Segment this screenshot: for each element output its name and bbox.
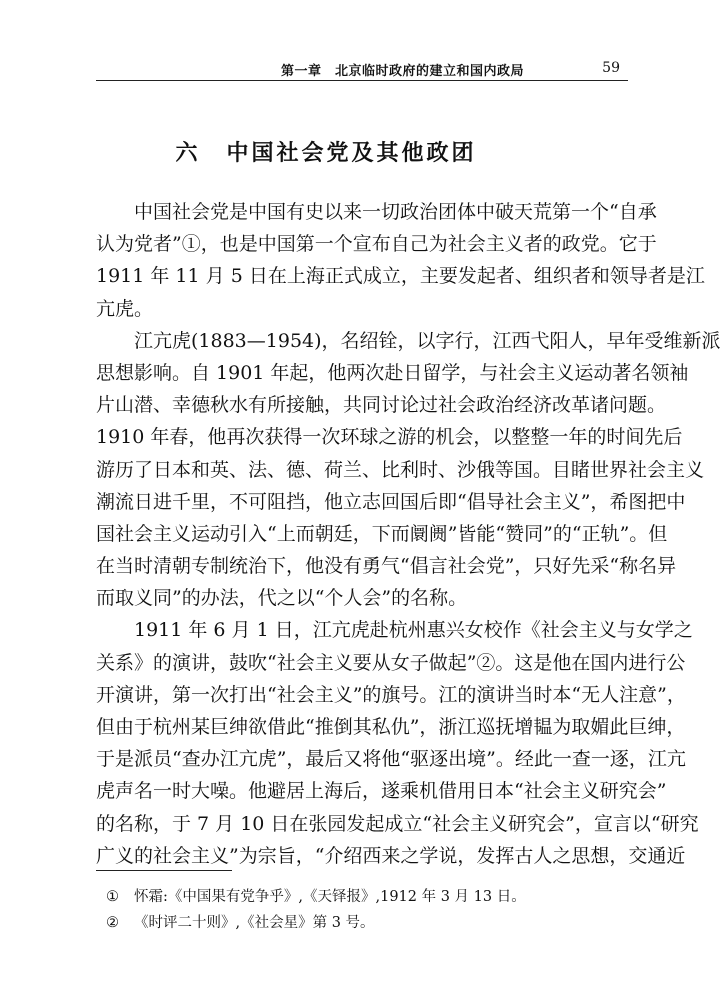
footnote-text: 怀霜:《中国果有党争乎》,《天铎报》,1912 年 3 月 13 日。	[134, 889, 526, 905]
footnote-text: 《时评二十则》,《社会星》第 3 号。	[134, 915, 375, 931]
text-line: 亢虎。	[96, 297, 154, 320]
footnote	[106, 884, 626, 910]
text-line: 虎声名一时大噪。他避居上海后，遂乘机借用日本“社会主义研究会”	[96, 780, 667, 803]
text-line: 潮流日进千里，不可阻挡，他立志回国后即“倡导社会主义”，希图把中	[96, 490, 686, 513]
text-line: 1911 年 11 月 5 日在上海正式成立，主要发起者、组织者和领导者是江	[96, 265, 705, 288]
text-line: 1910 年春，他再次获得一次环球之游的机会，以整整一年的时间先后	[96, 426, 683, 449]
text-line: 中国社会党是中国有史以来一切政治团体中破天荒第一个“自承	[134, 201, 657, 223]
footnote-marker: ②	[106, 915, 119, 931]
footnotes	[106, 884, 626, 936]
footnote	[106, 910, 626, 936]
text-line: 思想影响。自 1901 年起，他两次赴日留学，与社会主义运动著名领袖	[96, 361, 689, 384]
section-number: 六	[175, 141, 201, 166]
text-line: 1911 年 6 月 1 日，江亢虎赴杭州惠兴女校作《社会主义与女学之	[134, 619, 693, 642]
text-line: 关系》的演讲，鼓吹“社会主义要从女子做起”②。这是他在国内进行公	[96, 651, 686, 674]
text-line: 国社会主义运动引入“上而朝廷，下而阛阓”皆能“赞同”的“正轨”。但	[96, 522, 668, 545]
text-line: 认为党者”①，也是中国第一个宣布自己为社会主义者的政党。它于	[96, 233, 657, 256]
text-line: 游历了日本和英、法、德、荷兰、比利时、沙俄等国。目睹世界社会主义	[96, 458, 705, 481]
section-heading	[0, 136, 652, 167]
text-line: 而取义同”的办法，代之以“个人会”的名称。	[96, 587, 468, 610]
text-line: 在当时清朝专制统治下，他没有勇气“倡言社会党”，只好先采“称名异	[96, 555, 677, 578]
footnote-marker: ①	[106, 889, 119, 905]
body-text	[96, 196, 721, 872]
text-line: 的名称，于 7 月 10 日在张园发起成立“社会主义研究会”，宣言以“研究	[96, 812, 699, 835]
text-line: 开演讲，第一次打出“社会主义”的旗号。江的演讲当时本“无人注意”，	[96, 683, 686, 706]
section-title: 中国社会党及其他政团	[226, 141, 477, 166]
text-line: 片山潜、幸德秋水有所接触，共同讨论过社会政治经济改革诸问题。	[96, 394, 667, 417]
page-number: 59	[602, 60, 620, 76]
footnote-divider	[96, 870, 232, 871]
text-line: 江亢虎(1883—1954)，名绍铨，以字行，江西弋阳人，早年受维新派	[134, 329, 721, 352]
running-head	[96, 58, 628, 81]
text-line: 于是派员“查办江亢虎”，最后又将他“驱逐出境”。经此一查一逐，江亢	[96, 748, 686, 771]
chapter-title: 第一章 北京临时政府的建立和国内政局	[281, 64, 525, 79]
text-line: 广义的社会主义”为宗旨，“介绍西来之学说，发挥古人之思想，交通近	[96, 844, 686, 867]
text-line: 但由于杭州某巨绅欲借此“推倒其私仇”，浙江巡抚增韫为取媚此巨绅，	[96, 716, 686, 738]
